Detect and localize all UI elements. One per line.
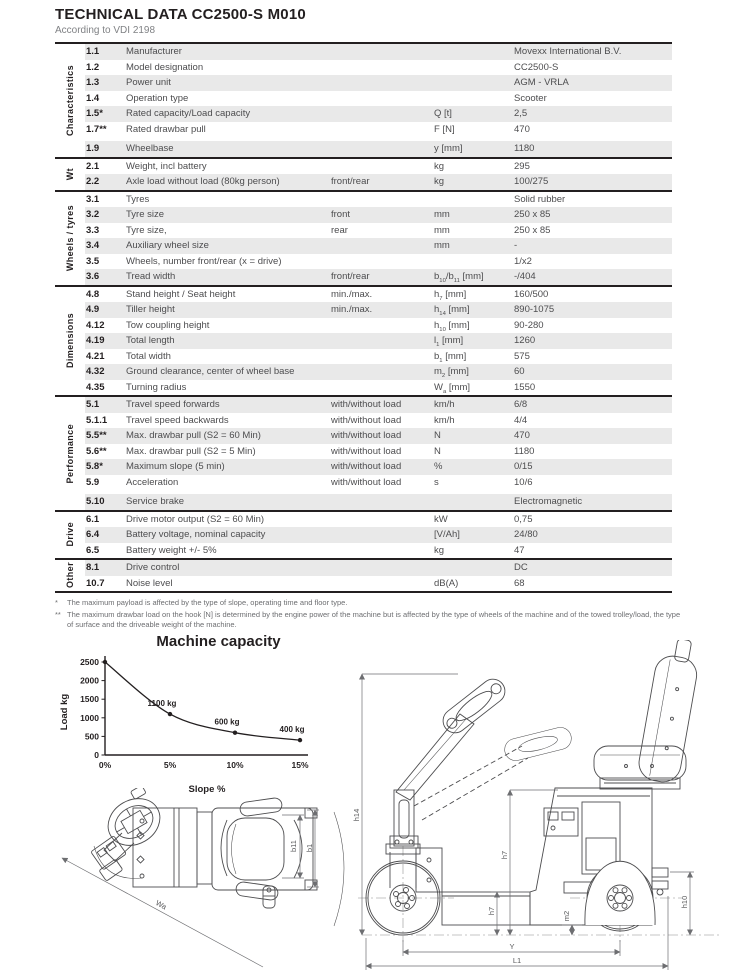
footnote-1-text: The maximum payload is affected by the type of slope, operating time and floor type.	[67, 598, 348, 607]
row-code: 4.9	[86, 304, 100, 316]
svg-text:0: 0	[94, 750, 99, 760]
row-description: Drive control	[126, 562, 180, 574]
row-value: Movexx International B.V.	[514, 46, 622, 58]
page-subtitle: According to VDI 2198	[55, 25, 156, 36]
row-description: Service brake	[126, 496, 185, 508]
chart-canvas	[55, 650, 340, 800]
row-value: 250 x 85	[514, 224, 551, 236]
row-description: Manufacturer	[126, 46, 182, 58]
row-value: 1180	[514, 445, 535, 457]
svg-text:0%: 0%	[98, 760, 112, 770]
table-row	[85, 91, 672, 107]
table-row	[85, 444, 672, 460]
chart-ylabel: Load kg	[59, 693, 70, 731]
seat-backrest	[636, 640, 702, 785]
row-value: 6/8	[514, 399, 528, 411]
row-value: Scooter	[514, 92, 547, 104]
row-code: 2.1	[86, 160, 100, 172]
svg-text:2000: 2000	[80, 675, 99, 686]
row-value: Electromagnetic	[514, 496, 583, 508]
row-unit: kg	[434, 176, 445, 188]
row-value: 2,5	[514, 108, 528, 120]
row-qualifier: with/without load	[331, 414, 402, 426]
svg-text:2500: 2500	[80, 657, 99, 667]
row-qualifier: with/without load	[331, 476, 402, 488]
row-unit: s	[434, 476, 439, 488]
row-code: 1.1	[86, 46, 100, 58]
section-label: Other	[65, 562, 75, 589]
section-label: Dimensions	[65, 313, 75, 369]
standing-deck	[442, 892, 530, 925]
dim-label-h14: h14	[352, 808, 361, 822]
svg-text:15%: 15%	[291, 760, 309, 770]
top-view-drawing	[22, 788, 357, 970]
table-section-wt	[55, 157, 672, 190]
row-code: 1.5*	[86, 108, 103, 120]
row-description: Maximum slope (5 min)	[126, 461, 225, 473]
section-label: Performance	[65, 423, 75, 483]
row-description: Total length	[126, 335, 175, 347]
row-description: Max. drawbar pull (S2 = 60 Min)	[126, 430, 261, 442]
svg-text:500: 500	[84, 731, 99, 742]
footnote-2	[55, 610, 683, 631]
footnote-1	[55, 598, 683, 609]
row-code: 4.35	[86, 381, 105, 393]
table-section-performance	[55, 395, 672, 510]
row-unit: N	[434, 445, 441, 457]
table-row	[85, 44, 672, 60]
row-qualifier: front/rear	[331, 271, 370, 283]
dim-label-l1: L1	[512, 956, 522, 965]
row-unit: Q [t]	[434, 108, 452, 120]
svg-text:1000: 1000	[80, 712, 99, 723]
row-description: Ground clearance, center of wheel base	[126, 366, 295, 378]
footnotes	[55, 598, 683, 632]
row-description: Operation type	[126, 92, 189, 104]
table-row	[85, 428, 672, 444]
row-description: Total width	[126, 350, 171, 362]
svg-text:5%: 5%	[163, 760, 177, 770]
row-value: Solid rubber	[514, 193, 566, 205]
svg-text:400 kg: 400 kg	[279, 725, 305, 735]
row-code: 4.32	[86, 366, 105, 378]
row-code: 5.10	[86, 496, 105, 508]
row-value: 1/x2	[514, 255, 532, 267]
table-row	[85, 141, 672, 157]
row-qualifier: with/without load	[331, 430, 402, 442]
row-value: CC2500-S	[514, 61, 559, 73]
dim-label-h7-lower: h7	[487, 906, 496, 916]
row-qualifier: min./max.	[331, 288, 373, 300]
row-value: -	[514, 240, 518, 252]
row-unit: mm	[434, 224, 450, 236]
row-code: 10.7	[86, 577, 105, 589]
row-unit: $l_1$ [mm]	[434, 335, 464, 349]
row-code: 5.6**	[86, 445, 107, 457]
table-section-drive	[55, 510, 672, 559]
row-code: 3.4	[86, 240, 100, 252]
machine-capacity-chart	[55, 633, 340, 805]
row-code: 5.8*	[86, 461, 103, 473]
row-description: Travel speed backwards	[126, 414, 229, 426]
table-row	[85, 527, 672, 543]
row-value: 68	[514, 577, 525, 589]
table-row	[85, 560, 672, 576]
seat-cushion	[594, 746, 686, 780]
row-unit: dB(A)	[434, 577, 459, 589]
row-unit: km/h	[434, 414, 455, 426]
row-code: 1.3	[86, 77, 100, 89]
row-value: 890-1075	[514, 304, 555, 316]
tiller-console	[88, 836, 133, 881]
row-qualifier: rear	[331, 224, 348, 236]
table-row	[85, 413, 672, 429]
row-code: 6.4	[86, 529, 100, 541]
dim-label-m2: m2	[562, 910, 571, 922]
row-description: Tow coupling height	[126, 319, 210, 331]
dim-label-wa: Wa	[154, 898, 169, 912]
row-description: Battery weight +/- 5%	[126, 544, 217, 556]
section-label: Wt	[65, 167, 75, 181]
row-code: 3.2	[86, 209, 100, 221]
row-value: 1260	[514, 335, 536, 347]
row-value: DC	[514, 562, 528, 574]
row-description: Turning radius	[126, 381, 187, 393]
table-section-dimensions	[55, 285, 672, 396]
row-code: 4.19	[86, 335, 105, 347]
row-unit: kg	[434, 160, 445, 172]
table-row	[85, 159, 672, 175]
row-code: 3.5	[86, 255, 100, 267]
table-section-other	[55, 558, 672, 593]
dim-label-h10: h10	[680, 895, 689, 909]
row-qualifier: with/without load	[331, 461, 402, 473]
table-row	[85, 380, 672, 396]
row-qualifier: with/without load	[331, 399, 402, 411]
row-value: 60	[514, 366, 525, 378]
row-code: 1.7**	[86, 123, 107, 135]
row-value: 24/80	[514, 529, 538, 541]
row-unit: kg	[434, 544, 445, 556]
row-description: Power unit	[126, 77, 171, 89]
row-description: Tread width	[126, 271, 176, 283]
spec-table	[55, 42, 672, 593]
row-description: Drive motor output (S2 = 60 Min)	[126, 513, 265, 525]
row-value: 10/6	[514, 476, 533, 488]
row-unit: km/h	[434, 399, 455, 411]
row-unit: $h_{14}$ [mm]	[434, 304, 470, 318]
row-description: Max. drawbar pull (S2 = 5 Min)	[126, 445, 256, 457]
row-value: 470	[514, 123, 530, 135]
row-code: 6.5	[86, 544, 100, 556]
table-row	[85, 122, 672, 138]
table-row	[85, 192, 672, 208]
row-description: Weight, incl battery	[126, 160, 207, 172]
row-qualifier: front/rear	[331, 176, 370, 188]
row-unit: $h_{10}$ [mm]	[434, 319, 470, 333]
row-code: 4.21	[86, 350, 105, 362]
footnote-2-mark: **	[55, 609, 61, 619]
row-code: 2.2	[86, 176, 100, 188]
chart-xlabel: Slope %	[188, 784, 226, 795]
dim-label-h7-upper: h7	[500, 850, 509, 860]
table-row	[85, 106, 672, 122]
row-unit: $b_{10}/b_{11}$ [mm]	[434, 271, 484, 285]
svg-text:10%: 10%	[226, 760, 244, 770]
table-row	[85, 174, 672, 190]
dim-label-y: Y	[509, 942, 515, 951]
row-qualifier: min./max.	[331, 304, 373, 316]
section-label: Drive	[65, 522, 75, 547]
table-row	[85, 349, 672, 365]
row-unit: N	[434, 430, 441, 442]
tiller-arm	[396, 714, 474, 800]
row-description: Battery voltage, nominal capacity	[126, 529, 266, 541]
table-row	[85, 364, 672, 380]
row-code: 5.1	[86, 399, 100, 411]
row-value: 575	[514, 350, 530, 362]
section-label: Wheels / tyres	[65, 204, 75, 272]
section-label: Characteristics	[65, 64, 75, 136]
row-value: 160/500	[514, 288, 549, 300]
table-row	[85, 543, 672, 559]
row-unit: $h_7$ [mm]	[434, 288, 467, 302]
row-value: 4/4	[514, 414, 528, 426]
table-row	[85, 287, 672, 303]
row-code: 1.9	[86, 143, 100, 155]
row-description: Tyres	[126, 193, 150, 205]
row-value: 295	[514, 160, 530, 172]
row-code: 6.1	[86, 513, 100, 525]
row-unit: y [mm]	[434, 143, 463, 155]
table-row	[85, 512, 672, 528]
side-view-drawing	[350, 640, 735, 971]
row-unit: $W_a$ [mm]	[434, 381, 470, 395]
row-value: AGM - VRLA	[514, 77, 569, 89]
row-unit: F [N]	[434, 123, 455, 135]
tiller-handle-lowered	[502, 725, 573, 763]
row-description: Acceleration	[126, 476, 179, 488]
row-code: 3.6	[86, 271, 100, 283]
row-code: 5.5**	[86, 430, 107, 442]
row-value: 250 x 85	[514, 209, 551, 221]
row-value: 1180	[514, 143, 535, 155]
row-description: Model designation	[126, 61, 204, 73]
footnote-2-text: The maximum drawbar load on the hook [N] is determined by the engine power of the machine but is affected by the type of wheels of the machine and of the towed trolley/load, the type of surface and the driveable weight of the machine.	[67, 609, 681, 629]
page-title: TECHNICAL DATA CC2500-S M010	[55, 6, 306, 23]
table-row	[85, 475, 672, 491]
row-code: 1.4	[86, 92, 100, 104]
row-unit: mm	[434, 209, 450, 221]
row-description: Wheelbase	[126, 143, 174, 155]
row-value: 470	[514, 430, 530, 442]
row-code: 3.1	[86, 193, 100, 205]
table-row	[85, 254, 672, 270]
row-code: 8.1	[86, 562, 100, 574]
row-value: 1550	[514, 381, 536, 393]
row-description: Axle load without load (80kg person)	[126, 176, 280, 188]
row-unit: %	[434, 461, 443, 473]
row-description: Auxiliary wheel size	[126, 240, 209, 252]
row-qualifier: with/without load	[331, 445, 402, 457]
row-value: 100/275	[514, 176, 549, 188]
row-description: Tiller height	[126, 304, 175, 316]
row-unit: kW	[434, 513, 448, 525]
row-value: -/404	[514, 271, 536, 283]
row-description: Noise level	[126, 577, 173, 589]
table-row	[85, 318, 672, 334]
table-row	[85, 459, 672, 475]
table-row	[85, 302, 672, 318]
table-section-characteristics	[55, 42, 672, 157]
row-code: 4.8	[86, 288, 100, 300]
row-description: Rated capacity/Load capacity	[126, 108, 251, 120]
footnote-1-mark: *	[55, 598, 58, 607]
row-description: Stand height / Seat height	[126, 288, 236, 300]
table-row	[85, 207, 672, 223]
dim-label-b1: b1	[305, 843, 314, 853]
row-description: Travel speed forwards	[126, 399, 220, 411]
table-row	[85, 576, 672, 592]
table-row	[85, 223, 672, 239]
table-row	[85, 60, 672, 76]
row-code: 5.1.1	[86, 414, 108, 426]
table-row	[85, 494, 672, 510]
table-section-wheels-tyres	[55, 190, 672, 285]
row-value: 90-280	[514, 319, 544, 331]
row-description: Rated drawbar pull	[126, 123, 206, 135]
row-description: Wheels, number front/rear (x = drive)	[126, 255, 282, 267]
row-unit: $m_2$ [mm]	[434, 366, 469, 380]
row-unit: $b_1$ [mm]	[434, 350, 467, 364]
row-description: Tyre size,	[126, 224, 167, 236]
table-row	[85, 333, 672, 349]
table-row	[85, 269, 672, 285]
svg-text:1500: 1500	[80, 694, 99, 705]
row-code: 3.3	[86, 224, 100, 236]
row-code: 5.9	[86, 476, 100, 488]
chart-title: Machine capacity	[156, 633, 281, 650]
row-qualifier: front	[331, 209, 351, 221]
dim-label-b11: b11	[289, 840, 298, 852]
row-code: 1.2	[86, 61, 100, 73]
row-value: 0,75	[514, 513, 533, 525]
row-description: Tyre size	[126, 209, 165, 221]
table-row	[85, 75, 672, 91]
tow-hook	[652, 868, 668, 877]
row-value: 47	[514, 544, 525, 556]
caster-wheel	[263, 886, 275, 908]
row-code: 4.12	[86, 319, 105, 331]
table-row	[85, 238, 672, 254]
svg-text:600 kg: 600 kg	[214, 717, 240, 727]
row-unit: mm	[434, 240, 450, 252]
row-value: 0/15	[514, 461, 533, 473]
row-unit: [V/Ah]	[434, 529, 460, 541]
svg-text:1100 kg: 1100 kg	[147, 699, 177, 709]
table-row	[85, 397, 672, 413]
